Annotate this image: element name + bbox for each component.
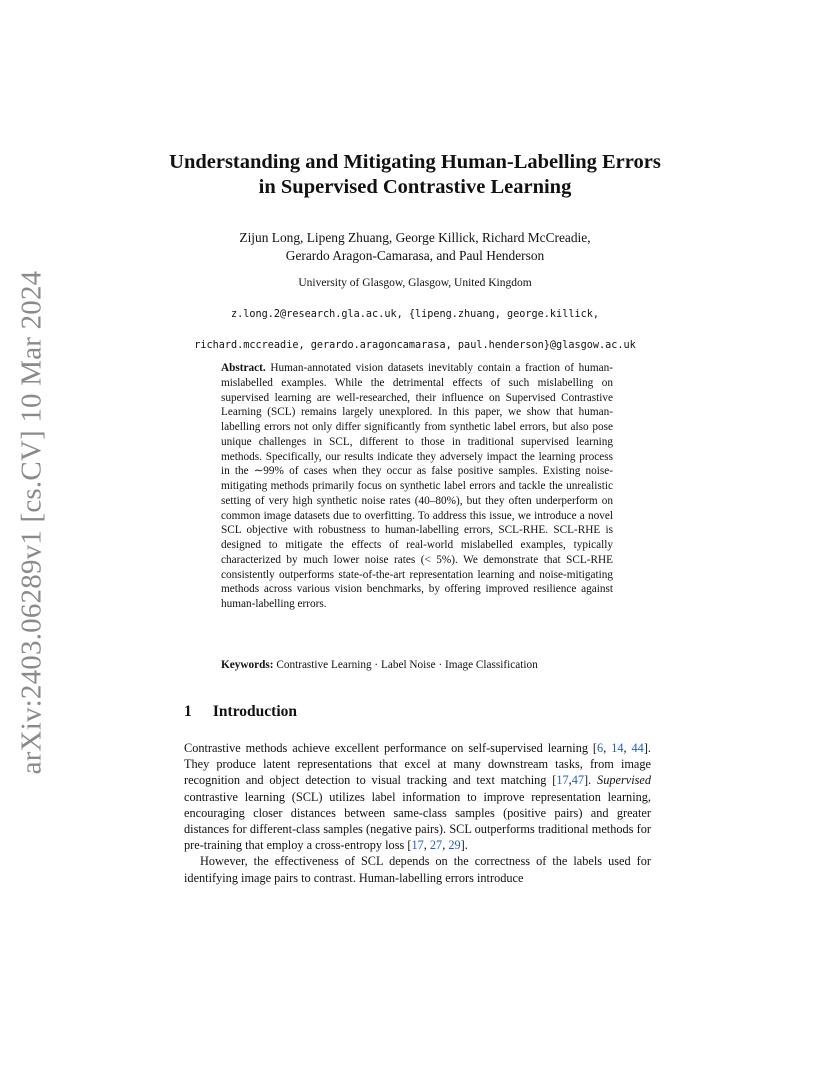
keywords-label: Keywords: xyxy=(221,659,274,671)
abstract xyxy=(221,361,613,612)
intro-paragraph-1: Contrastive methods achieve excellent performance on self-supervised learning [6, 14, 44]. They produce latent representations that excel at many downstream tasks, from image recognition and object detection to visual tracking and text matching [17,47]. Supervised contrastive learning (SCL) utilizes label information to improve representation learning, encouraging closer distances between same-class samples (positive pairs) and greater distances for different-class samples (negative pairs). SCL outperforms traditional methods for pre-training that employ a cross-entropy loss [17, 27, 29]. xyxy=(184,741,652,853)
affiliation: University of Glasgow, Glasgow, United Kingdom xyxy=(298,277,532,289)
author-list xyxy=(160,229,670,265)
author-line-2: Gerardo Aragon-Camarasa, and Paul Henderson xyxy=(285,248,545,263)
email-line-1: z.long.2@research.gla.ac.uk, {lipeng.zhuang, george.killick, xyxy=(230,308,599,320)
keywords xyxy=(221,658,621,673)
introduction-body xyxy=(184,740,651,886)
intro-text-segment: ]. They produce latent representations that excel at many downstream tasks, from image recognition and object detection to visual tracking and text matching [ xyxy=(184,741,651,788)
paper-title: Understanding and Mitigating Human-Labelling Errors in Supervised Contrastive Learning xyxy=(169,151,661,198)
author-line-1: Zijun Long, Lipeng Zhuang, George Killick, Richard McCreadie, xyxy=(239,230,591,245)
section-heading xyxy=(184,702,297,722)
intro-text-segment: contrastive learning (SCL) utilizes label information to improve representation learning, encouraging closer distances between same-class samples (positive pairs) and greater distances for different-class samples (negative pairs). SCL outperforms traditional methods for pre-training that employ a cross-entropy loss [ xyxy=(184,789,651,853)
section-number: 1 xyxy=(184,703,192,720)
citation-link[interactable]: 47 xyxy=(571,773,585,788)
email-line-2: richard.mccreadie, gerardo.aragoncamarasa, paul.henderson}@glasgow.ac.uk xyxy=(194,339,636,351)
citation-link[interactable]: 17 xyxy=(556,773,569,788)
abstract-label: Abstract. xyxy=(221,362,266,374)
citation-link[interactable]: 44 xyxy=(631,741,644,755)
citation-link[interactable]: 29 xyxy=(448,838,461,853)
arxiv-identifier-text: arXiv:2403.06289v1 [cs.CV] 10 Mar 2024 xyxy=(15,270,48,774)
citation-link[interactable]: 6 xyxy=(597,741,604,755)
intro-paragraph-2: However, the effectiveness of SCL depends on the correctness of the labels used for identifying image pairs to contrast. Human-labelling errors introduce xyxy=(184,854,651,885)
intro-text-segment: Contrastive methods achieve excellent performance on self-supervised learning [ xyxy=(184,741,598,755)
citation-link[interactable]: 17 xyxy=(411,838,424,853)
arxiv-identifier-stamp xyxy=(10,270,54,774)
keywords-text: Contrastive Learning · Label Noise · Image Classification xyxy=(276,659,538,671)
intro-text-segment: ]. xyxy=(584,773,598,788)
section-title: Introduction xyxy=(212,703,297,720)
citation-link[interactable]: 14 xyxy=(611,741,624,755)
intro-text-segment: ]. xyxy=(460,838,468,853)
intro-emphasis: Supervised xyxy=(597,773,652,788)
author-emails xyxy=(120,291,710,369)
abstract-text: Human-annotated vision datasets inevitably contain a fraction of human-mislabelled examples. While the detrimental effects of such mislabelling on supervised learning are well-researched, their influence on Supervised Contrastive Learning (SCL) remains largely unexplored. In this paper, we show that human-labelling errors not only differ significantly from synthetic label errors, but also pose unique challenges in SCL, different to those in traditional supervised learning methods. Specifically, our results indicate they adversely impact the learning process in the ∼99% of cases when they occur as false positive samples. Existing noise-mitigating methods primarily focus on synthetic label errors and tackle the unrealistic setting of very high synthetic noise rates (40–80%), but they often underperform on common image datasets due to overfitting. To address this issue, we introduce a novel SCL objective with robustness to human-labelling errors, SCL-RHE. SCL-RHE is designed to mitigate the effects of real-world mislabelled examples, typically characterized by much lower noise rates (< 5%). We demonstrate that SCL-RHE consistently outperforms state-of-the-art representation learning and noise-mitigating methods across various vision benchmarks, by offering improved resilience against human-labelling errors. xyxy=(221,362,614,610)
citation-link[interactable]: 27 xyxy=(429,838,443,853)
